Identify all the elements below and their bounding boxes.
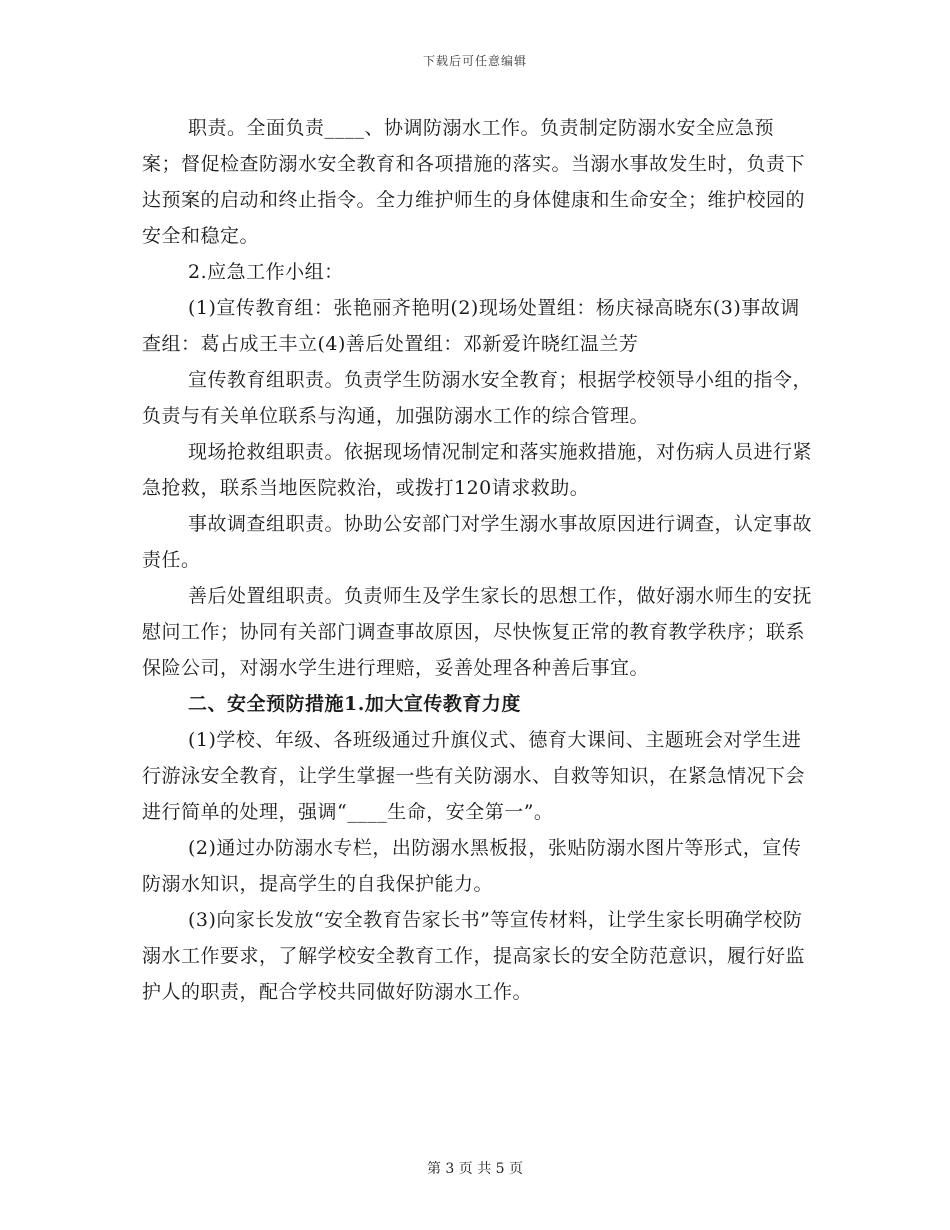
document-body (142, 110, 812, 1010)
paragraph-investigation-duty: 事故调查组职责。协助公安部门对学生溺水事故原因进行调查，认定事故责任。 (142, 513, 813, 571)
paragraph-measure-2: (2)通过办防溺水专栏，出防溺水黑板报，张贴防溺水图片等形式，宣传防溺水知识，提高学生的自我保护能力。 (142, 837, 802, 895)
paragraph-leader-duty: 职责。全面负责____、协调防溺水工作。负责制定防溺水安全应急预案；督促检查防溺水安全教育和各项措施的落实。当溺水事故发生时，负责下达预案的启动和终止指令。全力维护师生的身体健康和生命安全；维护校园的安全和稳定。 (142, 117, 806, 247)
page-header-note: 下载后可任意编辑 (422, 54, 527, 68)
paragraph-emergency-group-heading: 2.应急工作小组： (188, 261, 344, 283)
paragraph-measure-3: (3)向家长发放“安全教育告家长书”等宣传材料，让学生家长明确学校防溺水工作要求，了解学校安全教育工作，提高家长的安全防范意识，履行好监护人的职责，配合学校共同做好防溺水工作。 (142, 909, 806, 1003)
paragraph-aftermath-duty: 善后处置组职责。负责师生及学生家长的思想工作，做好溺水师生的安抚慰问工作；协同有关部门调查事故原因，尽快恢复正常的教育教学秩序；联系保险公司，对溺水学生进行理赔，妥善处理各种善后事宜。 (142, 585, 813, 679)
paragraph-publicity-duty: 宣传教育组职责。负责学生防溺水安全教育；根据学校领导小组的指令，负责与有关单位联系与沟通，加强防溺水工作的综合管理。 (142, 369, 813, 427)
paragraph-measure-1: (1)学校、年级、各班级通过升旗仪式、德育大课间、主题班会对学生进行游泳安全教育，让学生掌握一些有关防溺水、自救等知识，在紧急情况下会进行简单的处理，强调“____生命，安全第一”。 (142, 729, 806, 823)
paragraph-group-members: (1)宣传教育组：张艳丽齐艳明(2)现场处置组：杨庆禄高晓东(3)事故调查组：葛占成王丰立(4)善后处置组：邓新爱许晓红温兰芳 (142, 297, 800, 355)
paragraph-rescue-duty: 现场抢救组职责。依据现场情况制定和落实施救措施，对伤病人员进行紧急抢救，联系当地医院救治，或拨打120请求救助。 (142, 441, 813, 499)
page-number: 第 3 页 共 5 页 (426, 1161, 524, 1177)
section-heading-prevention: 二、安全预防措施1.加大宣传教育力度 (188, 693, 521, 715)
